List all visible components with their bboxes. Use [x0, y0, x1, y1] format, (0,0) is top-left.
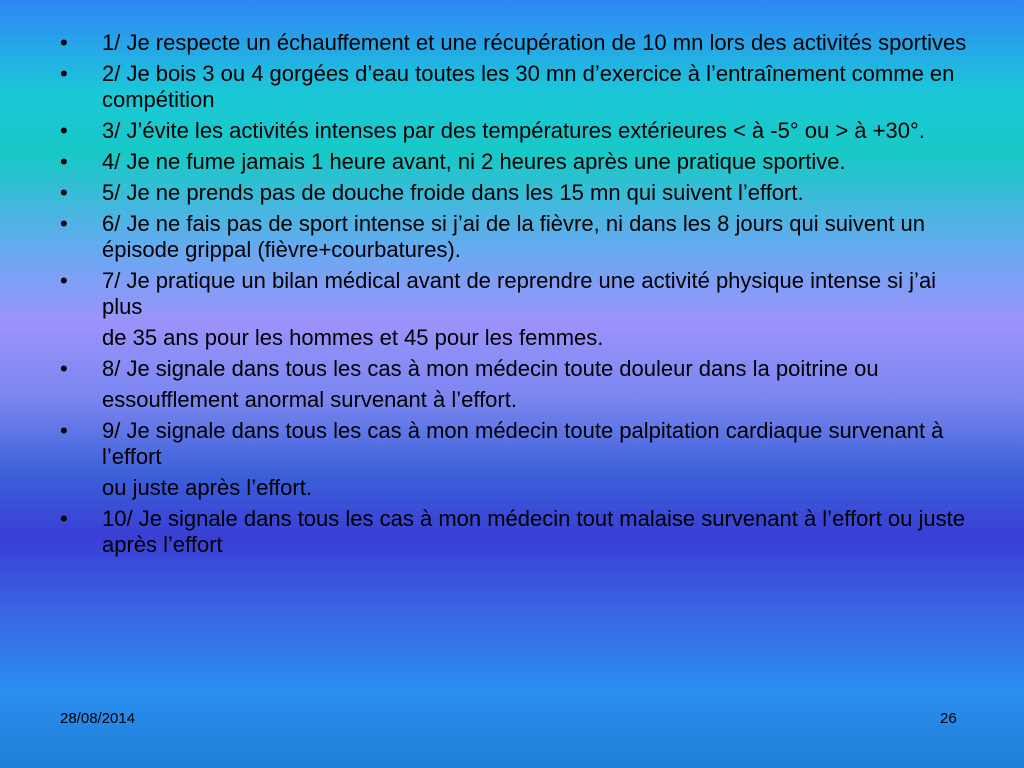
bullet-list [60, 30, 980, 563]
bullet-icon: • [60, 268, 68, 293]
list-item-4 [60, 149, 980, 175]
list-item-7-continuation [60, 325, 980, 351]
bullet-icon: • [60, 149, 68, 174]
list-item-8-continuation [60, 387, 980, 413]
list-item-7 [60, 268, 980, 320]
list-item-text: de 35 ans pour les hommes et 45 pour les femmes. [102, 325, 604, 350]
list-item-text: 9/ Je signale dans tous les cas à mon médecin toute palpitation cardiaque survenant à l’effort [102, 418, 944, 469]
list-item-text: 7/ Je pratique un bilan médical avant de reprendre une activité physique intense si j’ai plus [102, 268, 937, 319]
list-item-text: 3/ J’évite les activités intenses par des températures extérieures < à -5° ou > à +30°. [102, 118, 925, 143]
list-item-text: 10/ Je signale dans tous les cas à mon médecin tout malaise survenant à l’effort ou juste après l’effort [102, 506, 965, 557]
list-item-text: essoufflement anormal survenant à l’effort. [102, 387, 517, 412]
bullet-icon: • [60, 506, 68, 531]
list-item-9-continuation [60, 475, 980, 501]
footer-date: 28/08/2014 [60, 710, 136, 727]
bullet-icon: • [60, 118, 68, 143]
list-item-text: 1/ Je respecte un échauffement et une récupération de 10 mn lors des activités sportives [102, 30, 967, 55]
list-item-text: ou juste après l’effort. [102, 475, 312, 500]
slide-number: 26 [940, 710, 957, 727]
list-item-9 [60, 418, 980, 470]
list-item-text: 4/ Je ne fume jamais 1 heure avant, ni 2 heures après une pratique sportive. [102, 149, 846, 174]
bullet-icon: • [60, 61, 68, 86]
list-item-text: 2/ Je bois 3 ou 4 gorgées d’eau toutes les 30 mn d’exercice à l’entraînement comme en compétition [102, 61, 955, 112]
list-item-6 [60, 211, 980, 263]
bullet-icon: • [60, 356, 68, 381]
list-item-5 [60, 180, 980, 206]
bullet-icon: • [60, 30, 68, 55]
bullet-icon: • [60, 180, 68, 205]
list-item-text: 5/ Je ne prends pas de douche froide dans les 15 mn qui suivent l’effort. [102, 180, 804, 205]
bullet-icon: • [60, 211, 68, 236]
list-item-2 [60, 61, 980, 113]
list-item-10 [60, 506, 980, 558]
list-item-1 [60, 30, 980, 56]
list-item-text: 6/ Je ne fais pas de sport intense si j’ai de la fièvre, ni dans les 8 jours qui suivent un épisode grippal (fièvre+courbatures). [102, 211, 926, 262]
list-item-3 [60, 118, 980, 144]
list-item-text: 8/ Je signale dans tous les cas à mon médecin toute douleur dans la poitrine ou [102, 356, 879, 381]
list-item-8 [60, 356, 980, 382]
bullet-icon: • [60, 418, 68, 443]
